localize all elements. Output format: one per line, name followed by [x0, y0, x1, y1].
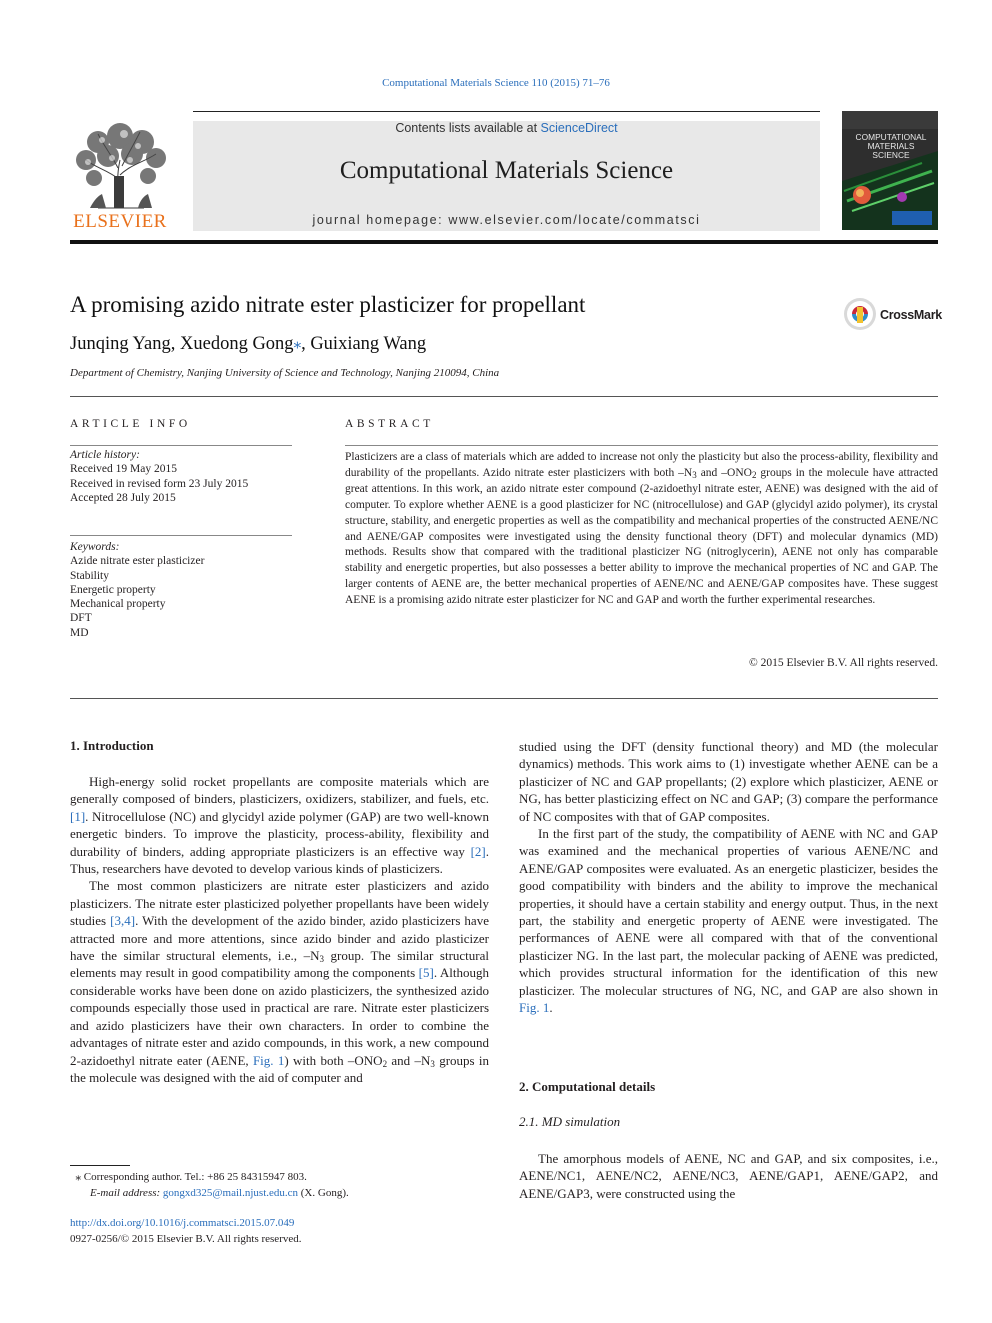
email-label: E-mail address:	[90, 1186, 163, 1199]
cover-title-line: COMPUTATIONAL	[855, 132, 927, 142]
author-affiliation: Department of Chemistry, Nanjing University of Science and Technology, Nanjing 210094, China	[70, 367, 500, 379]
abstract-heading: ABSTRACT	[345, 418, 434, 430]
keywords-list	[70, 540, 292, 640]
text-run: .	[549, 1000, 553, 1016]
contents-available-line	[193, 121, 820, 135]
paragraph	[70, 773, 489, 877]
cover-journal-name	[848, 133, 934, 160]
citation-link[interactable]: [2]	[470, 843, 486, 859]
keyword: Energetic property	[70, 583, 156, 596]
crossmark-icon[interactable]	[843, 297, 877, 331]
homepage-url-link[interactable]: www.elsevier.com/locate/commatsci	[448, 213, 701, 227]
email-link[interactable]: gongxd325@mail.njust.edu.cn	[162, 1186, 299, 1199]
history-label: Article history:	[70, 449, 140, 461]
text-run: The most common plasticizers are nitrate ester plasticizers and azido plasticizers. The nitrate ester plasticized polyether propellants have been widely studies	[70, 878, 489, 929]
paragraph: studied using the DFT (density functional theory) and MD (the molecular dynamics) methods. This work aims to (1) investigate whether AENE can be a plasticizer of NC and GAP propellants; (2) explore which plasticizer, AENE or NG, has better plasticizing effect on NC and GAP; (3) compare the performance of NC composites with that of GAP composites.	[519, 739, 938, 824]
abstract-part: and –ONO	[696, 466, 752, 479]
paragraph: The amorphous models of AENE, NC and GAP, and six composites, i.e., AENE/NC1, AENE/NC2, AENE/NC3, AENE/GAP1, AENE/GAP2, and AENE/GAP3, were constructed using the	[519, 1151, 938, 1201]
keyword: Stability	[70, 569, 109, 582]
subsection-heading-md-simulation: 2.1. MD simulation	[519, 1114, 621, 1129]
sciencedirect-link[interactable]: ScienceDirect	[540, 121, 618, 135]
citation-link[interactable]: [1]	[70, 808, 86, 824]
article-history	[70, 448, 292, 505]
journal-cover-image[interactable]	[842, 111, 938, 230]
subscript: 3	[430, 1058, 435, 1069]
abstract-part: groups in the molecule have attracted great attentions. In this work, an azido nitrate ester compound (2-azidoethyl nitrate ester, AENE) was designed with the aid of computer. To explore whether AENE is a good plasticizer for NC (nitrocellulose) and GAP (glycidyl azido polymer), its crystal structure, stability, and energetic properties as well as the compatibility and mechanical properties of the constructed AENE/NC and AENE/GAP composites were investigated using the density functional theory (DFT) and molecular dynamics (MD) methods. Results show that compared with the traditional plasticizer NG (nitroglycerin), AENE not only has comparable stability and energetic properties, but also possesses a better ability to improve the mechanical properties of NC and GAP. The larger contents of AENE are, the better mechanical properties of AENE/NC and AENE/GAP composites have. These suggest AENE is a promising azido nitrate ester plasticizer for NC and GAP and worth the further experimental researches.	[345, 466, 938, 607]
text-run: . Thus, researchers have devoted to develop various kinds of plasticizers.	[70, 843, 489, 877]
elsevier-wordmark: ELSEVIER	[73, 211, 167, 232]
text-run: In the first part of the study, the compatibility of AENE with NC and GAP was examined and the mechanical properties of various AENE/NC and AENE/GAP composites were evaluated. As an energetic plasticizer, besides the good compatibility with binders and the ability to improve the mechanical properties, it should have a certain stability and energy output. Thus, in the next part, the stability and energetic property of AENE were investigated. The performances of AENE were all compared with that of the conventional plasticizer NG. In the last part, the molecular packing of AENE was predicted, which provides structural information for the identification of this new plasticizer. The molecular structures of NG, NC, and GAP are also shown in	[519, 826, 938, 998]
text-run: . Although considerable works have been done on azido plasticizers, the synthesized azido compounds especially those used in practical are rare. Nitrate ester plasticizers and azido plasticizers have their own characters. In order to combine the advantages of nitrate ester and azido compounds, in this work, a new compound 2-azidoethyl nitrate eater (AENE,	[70, 965, 489, 1068]
keyword: DFT	[70, 612, 92, 625]
header-thick-rule	[70, 240, 938, 244]
doi-link[interactable]: http://dx.doi.org/10.1016/j.commatsci.2015.07.049	[70, 1217, 295, 1229]
footnote-line	[70, 1170, 349, 1186]
subscript: 2	[751, 469, 757, 480]
history-item: Received in revised form 23 July 2015	[70, 477, 249, 490]
subscript: 3	[692, 469, 697, 480]
cover-title-line: SCIENCE	[872, 150, 910, 160]
figure-link[interactable]: Fig. 1	[519, 1000, 550, 1016]
citation-link[interactable]: [3,4]	[110, 913, 136, 929]
divider	[345, 445, 938, 446]
author-name: Junqing Yang,	[70, 334, 180, 354]
article-title: A promising azido nitrate ester plasticizer for propellant	[70, 292, 586, 317]
crossmark-label[interactable]: CrossMark	[880, 308, 942, 322]
body-column-right	[519, 738, 938, 1017]
text-run: . Nitrocellulose (NC) and glycidyl azide polymer (GAP) are two well-known energetic binders. To improve the plasticity, process-ability, flexibility and durability of binders, adding appropriate plasticizers is an effective way	[70, 808, 489, 859]
citation-link[interactable]: [5]	[418, 965, 434, 981]
cover-title-line: MATERIALS	[867, 141, 915, 151]
footnote-text: Corresponding author. Tel.: +86 25 84315947 803.	[81, 1171, 307, 1183]
history-item: Accepted 28 July 2015	[70, 491, 176, 504]
paragraph	[519, 825, 938, 1016]
body-column-right-continued	[519, 1150, 938, 1202]
text-run: and –N	[387, 1052, 431, 1068]
section-heading-computational-details: 2. Computational details	[519, 1079, 656, 1094]
subscript: 2	[382, 1058, 388, 1069]
journal-citation[interactable]: Computational Materials Science 110 (2015) 71–76	[382, 77, 610, 89]
corresponding-author-footnote	[70, 1170, 349, 1201]
keyword: Azide nitrate ester plasticizer	[70, 555, 205, 568]
paragraph	[70, 877, 489, 1086]
divider	[70, 445, 292, 446]
author-name: Xuedong Gong	[180, 334, 294, 354]
author-list	[70, 334, 426, 355]
footnote-line	[70, 1186, 349, 1202]
header-top-rule	[193, 111, 820, 112]
footnote-rule	[70, 1165, 130, 1166]
keywords-label: Keywords:	[70, 541, 120, 553]
keyword: Mechanical property	[70, 598, 166, 611]
figure-link[interactable]: Fig. 1	[252, 1052, 285, 1068]
issn-copyright: 0927-0256/© 2015 Elsevier B.V. All rights reserved.	[70, 1232, 302, 1245]
author-name: , Guixiang Wang	[301, 334, 427, 354]
divider	[70, 396, 938, 397]
corresponding-author-mark[interactable]: ⁎	[293, 336, 302, 352]
abstract-text	[345, 450, 938, 609]
text-run: ) with both –ONO	[284, 1052, 383, 1068]
article-info-heading: ARTICLE INFO	[70, 418, 191, 430]
journal-homepage-line	[193, 213, 820, 227]
keyword: MD	[70, 626, 89, 639]
homepage-prefix: journal homepage:	[312, 213, 449, 227]
text-run: . With the development of the azido binder, azido plasticizers have attracted more and more attentions, since azido binder and azido plasticizer have the similar structural elements, i.e., –N	[70, 913, 489, 964]
body-column-left	[70, 773, 489, 1086]
text-run: groups in the molecule was designed with the aid of computer and	[70, 1052, 490, 1085]
text-run: group. The similar structural elements may result in good compatibility among the components	[70, 948, 489, 981]
email-suffix: (X. Gong).	[298, 1186, 349, 1199]
divider	[70, 698, 938, 699]
abstract-copyright: © 2015 Elsevier B.V. All rights reserved.	[749, 657, 938, 669]
abstract-part: Plasticizers are a class of materials which are added to increase not only the plasticity but also the process-ability, flexibility and durability of the propellants. Azido nitrate ester plasticizers with both –N	[345, 451, 938, 479]
footnote-mark: ⁎	[75, 1171, 81, 1183]
section-heading-introduction: 1. Introduction	[70, 738, 154, 753]
history-item: Received 19 May 2015	[70, 463, 177, 476]
subscript: 3	[319, 954, 324, 965]
contents-prefix: Contents lists available at	[395, 121, 541, 135]
journal-title: Computational Materials Science	[339, 157, 674, 184]
text-run: High-energy solid rocket propellants are composite materials which are generally composed of binders, plasticizers, oxidizers, stabilizer, and fuels, etc.	[70, 774, 489, 807]
divider	[70, 535, 292, 536]
doi-block	[70, 1216, 302, 1247]
